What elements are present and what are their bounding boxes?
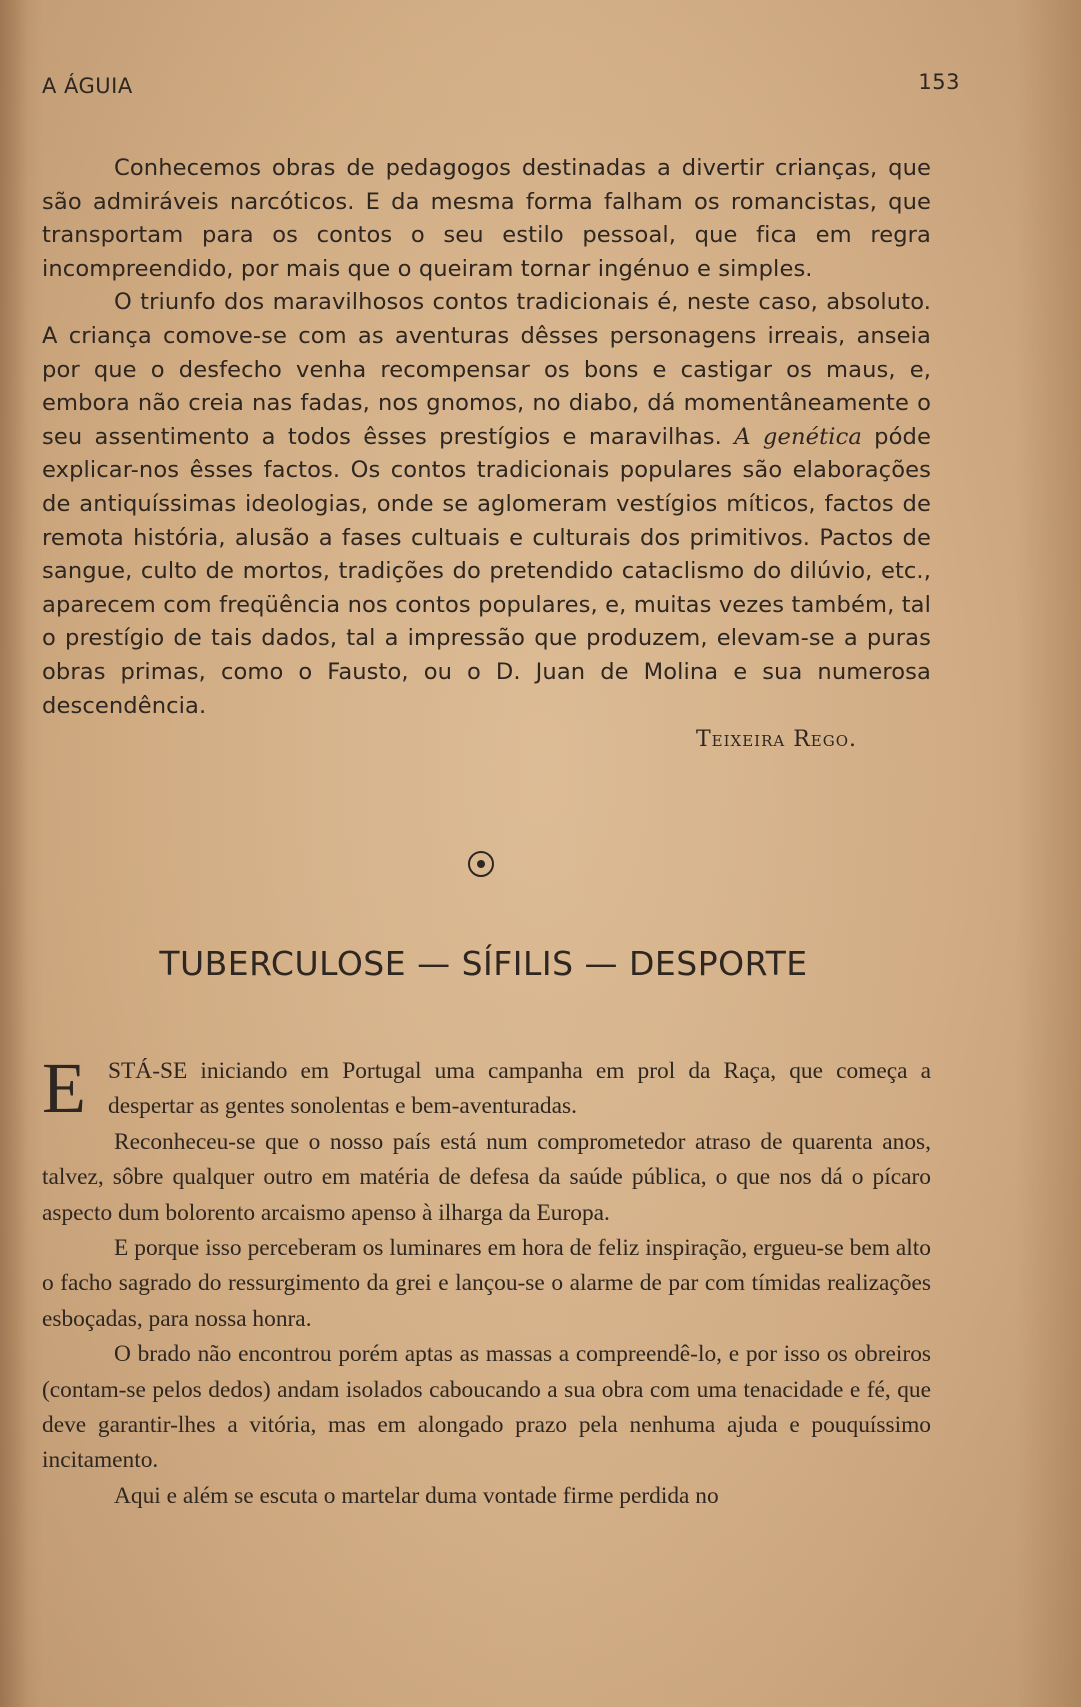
paragraph: Conhecemos obras de pedagogos destinadas a divertir crianças, que são admiráveis narcóticos. E da mesma forma falham os romancistas, que transportam para os contos o seu estilo pessoal, que fica em regra incompreendido, por mais que o queiram tornar ingénuo e simples. bbox=[42, 155, 931, 282]
article-title: TUBERCULOSE — SÍFILIS — DESPORTE bbox=[159, 944, 808, 983]
page-number: 153 bbox=[918, 70, 960, 94]
paragraph: Reconheceu-se que o nosso país está num comprometedor atraso de quarenta anos, talvez, sôbre qualquer outro em matéria de defesa da saúde pública, o que nos dá o pícaro aspecto dum bolorento arcaismo apenso à ilharga da Europa. bbox=[42, 1128, 931, 1226]
paragraph bbox=[42, 286, 931, 723]
drop-cap: E bbox=[42, 1048, 86, 1128]
paragraph-text: póde explicar-nos êsses factos. Os contos tradicionais populares são elaborações de antiquíssimas ideologias, onde se aglomeram vestígios míticos, factos de remota história, alusão a fases cultuais e culturais dos primitivos. Pactos de sangue, culto de mortos, tradições do pretendido cataclismo do dilúvio, etc., aparecem com freqüência nos contos populares, e, muitas vezes também, tal o prestígio de tais dados, tal a impressão que produzem, elevam-se a puras obras primas, como o Fausto, ou o D. Juan de Molina e sua numerosa descendência. bbox=[42, 423, 931, 719]
paragraph-text: STÁ-SE iniciando em Portugal uma campanha em prol da Raça, que começa a despertar as gentes sonolentas e bem-aventuradas. bbox=[108, 1058, 931, 1120]
section-ornament-icon bbox=[468, 851, 494, 877]
previous-article-text bbox=[42, 152, 931, 757]
paragraph-text: O triunfo dos maravilhosos contos tradicionais é, neste caso, absoluto. A criança comove-se com as aventuras dêsses personagens irreais, anseia por que o desfecho venha recompensar os bons e castigar os maus, e, embora não creia nas fadas, nos gnomos, no diabo, dá momentâneamente o seu assentimento a todos êsses prestígios e maravilhas. bbox=[42, 289, 931, 450]
paragraph: O brado não encontrou porém aptas as massas a compreendê-lo, e por isso os obreiros (contam-se pelos dedos) andam isolados caboucando a sua obra com uma tenacidade e fé, que deve garantir-lhes a vitória, mas em alongado prazo pela nenhuma ajuda e pouquíssimo incitamento. bbox=[42, 1341, 931, 1474]
author-signature: Teixeira Rego. bbox=[695, 727, 857, 753]
article-body bbox=[42, 1048, 931, 1514]
paragraph: E porque isso perceberam os luminares em hora de feliz inspiração, ergueu-se bem alto o facho sagrado do ressurgimento da grei e lançou-se o alarme de par com tímidas realizações esboçadas, para nossa honra. bbox=[42, 1235, 931, 1332]
paragraph bbox=[42, 1048, 931, 1128]
running-head bbox=[42, 70, 960, 104]
italic-phrase: A genética bbox=[734, 423, 862, 450]
paragraph: Aqui e além se escuta o martelar duma vontade firme perdida no bbox=[114, 1482, 719, 1509]
running-title: A ÁGUIA bbox=[42, 74, 133, 98]
